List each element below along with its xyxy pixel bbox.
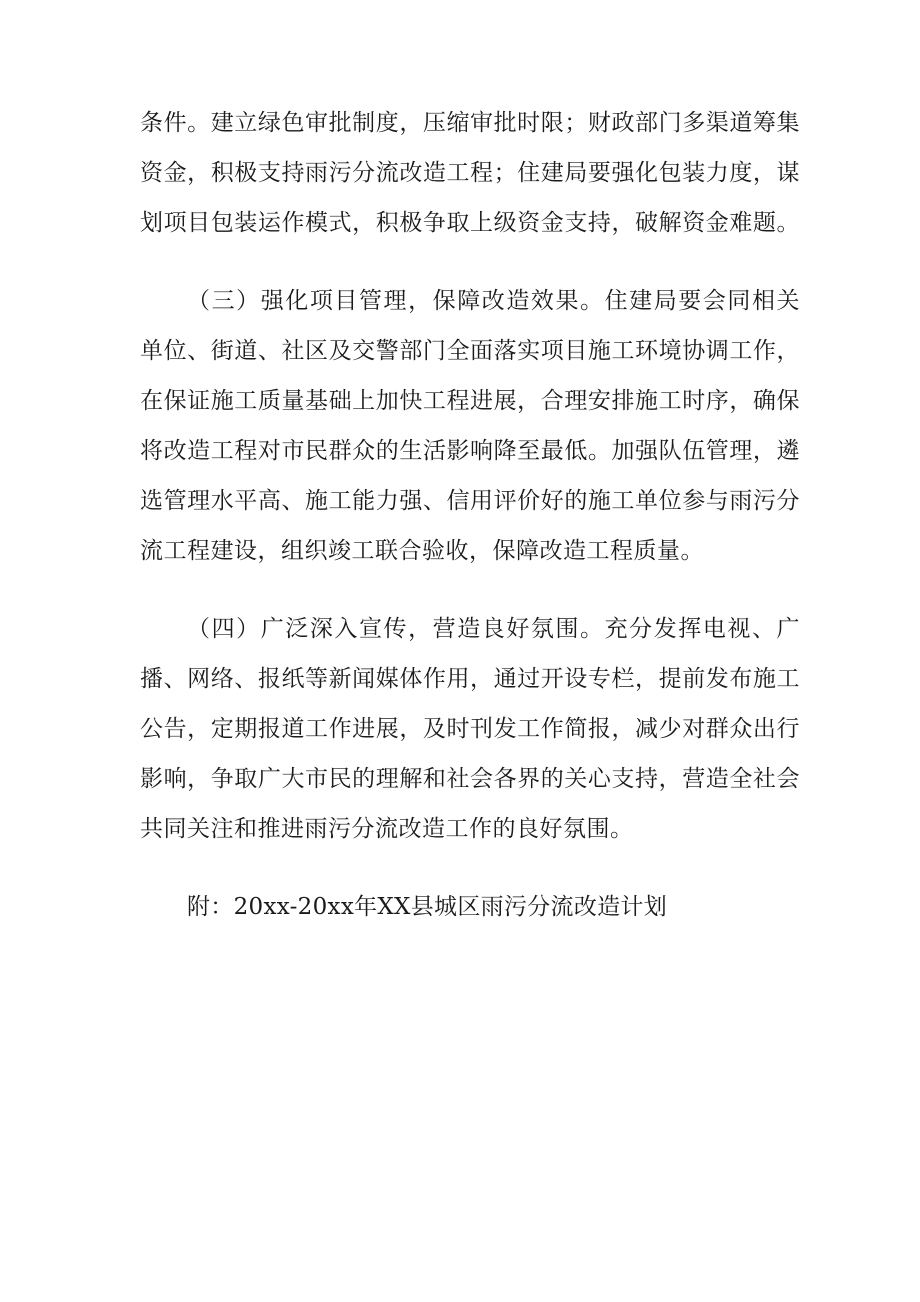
paragraph-line: 条件。建立绿色审批制度，压缩审批时限；财政部门多渠道筹集 — [140, 110, 800, 136]
attachment-note: 附：20xx-20xx年XX县城区雨污分流改造计划 — [187, 894, 668, 920]
paragraph-line: 影响，争取广大市民的理解和社会各界的关心支持，营造全社会 — [140, 766, 800, 792]
paragraph-line: 在保证施工质量基础上加快工程进展，合理安排施工时序，确保 — [140, 388, 800, 414]
paragraph-line: 共同关注和推进雨污分流改造工作的良好氛围。 — [140, 816, 634, 842]
paragraph-line: 划项目包装运作模式，积极争取上级资金支持，破解资金难题。 — [140, 210, 800, 236]
paragraph-line: 选管理水平高、施工能力强、信用评价好的施工单位参与雨污分 — [140, 488, 800, 514]
paragraph-line: 流工程建设，组织竣工联合验收，保障改造工程质量。 — [140, 538, 704, 564]
section-heading-line: （四）广泛深入宣传，营造良好氛围。充分发挥电视、广 — [187, 616, 800, 642]
paragraph-line: 资金，积极支持雨污分流改造工程；住建局要强化包装力度，谋 — [140, 160, 800, 186]
section-heading-line: （三）强化项目管理，保障改造效果。住建局要会同相关 — [187, 288, 800, 314]
paragraph-line: 播、网络、报纸等新闻媒体作用，通过开设专栏，提前发布施工 — [140, 666, 800, 692]
paragraph-line: 单位、街道、社区及交警部门全面落实项目施工环境协调工作， — [140, 338, 800, 364]
paragraph-line: 将改造工程对市民群众的生活影响降至最低。加强队伍管理，遴 — [140, 438, 800, 464]
paragraph-line: 公告，定期报道工作进展，及时刊发工作简报，减少对群众出行 — [140, 716, 800, 742]
